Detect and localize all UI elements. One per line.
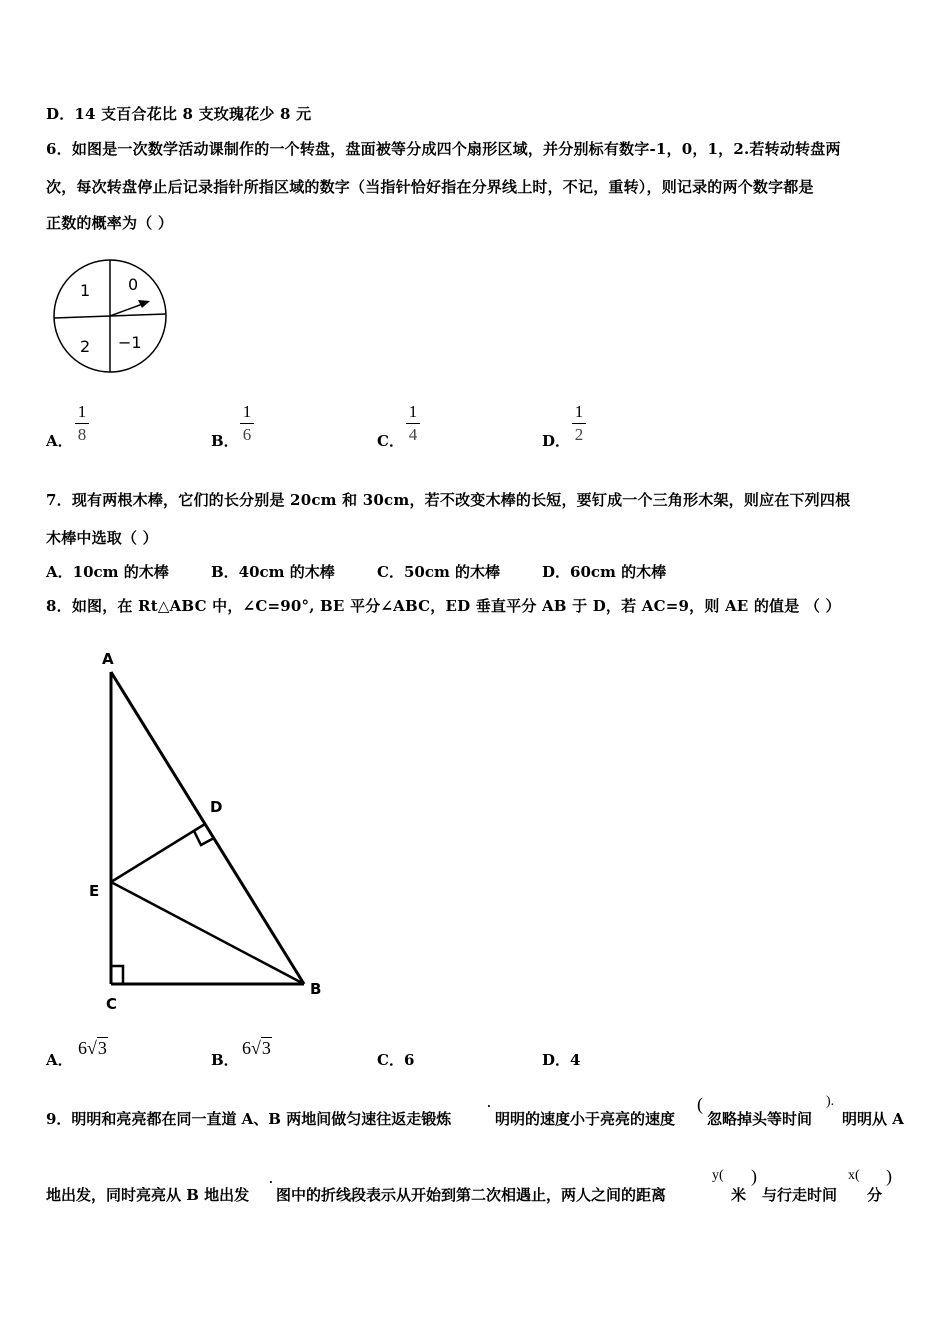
fraction-denominator: 2: [574, 425, 584, 444]
q6-option-c-fraction: [406, 403, 420, 444]
radical-icon: √: [87, 1038, 97, 1058]
fraction-numerator: 1: [408, 402, 418, 421]
sqrt-radicand: 3: [261, 1038, 271, 1058]
q8-option-d: D．4: [542, 1051, 581, 1069]
vertex-label-a: A: [102, 650, 114, 668]
q7-option-c: C．50cm 的木棒: [377, 563, 501, 581]
sqrt-radicand: 3: [97, 1038, 107, 1058]
q6-option-c-letter: C．: [377, 432, 404, 450]
vertex-label-c: C: [106, 995, 118, 1013]
q7-line-1: 7．现有两根木棒，它们的长分别是 20cm 和 30cm，若不改变木棒的长短，要钉成一个三角形木架，则应在下列四根: [46, 491, 851, 509]
fraction-bar: [406, 423, 420, 424]
vertex-label-e: E: [89, 882, 100, 900]
fraction-denominator: 4: [408, 425, 418, 444]
q9-x-symbol: x(: [848, 1168, 860, 1183]
triangle-figure: [80, 640, 340, 1020]
q8-option-c: C．6: [377, 1051, 415, 1069]
q6-option-b-letter: B．: [211, 432, 239, 450]
radical-icon: √: [251, 1038, 261, 1058]
segment-ed: [111, 824, 205, 882]
spinner-label-0: 0: [128, 275, 139, 294]
q6-line-2: 次，每次转盘停止后记录指针所指区域的数字（当指针恰好指在分界线上时，不记，重转），则记录的两个数字都是: [46, 178, 814, 196]
q9-y-unit: 米: [731, 1186, 747, 1204]
spinner-figure: [48, 254, 172, 378]
q9-x-close: ): [886, 1166, 892, 1186]
q8-option-a-value: [78, 1038, 108, 1059]
q9-dot-2: ·: [269, 1176, 273, 1189]
fraction-bar: [240, 423, 254, 424]
q8-option-b-value: [242, 1038, 272, 1059]
spinner-label-neg1: −1: [118, 333, 142, 352]
q6-option-d-letter: D．: [542, 432, 571, 450]
q9-y-close: ): [751, 1166, 757, 1186]
sqrt-coefficient: 6: [242, 1038, 251, 1058]
q9-line-2-part-c: 与行走时间: [762, 1186, 838, 1204]
spinner-label-1: 1: [80, 281, 91, 300]
q8-option-a-letter: A．: [46, 1051, 73, 1069]
arrow-head-icon: [138, 300, 150, 308]
q9-dot-1: ·: [487, 1100, 491, 1113]
vertex-label-b: B: [310, 980, 322, 998]
side-ab: [111, 672, 304, 984]
q9-paren-close: ).: [826, 1094, 835, 1109]
q7-option-b: B．40cm 的木棒: [211, 563, 335, 581]
q5-option-d: D．14 支百合花比 8 支玫瑰花少 8 元: [46, 105, 312, 123]
q9-y-symbol: y(: [712, 1168, 724, 1183]
q9-line-2-part-a: 地出发，同时亮亮从 B 地出发: [46, 1186, 250, 1204]
q7-line-2: 木棒中选取（ ）: [46, 529, 158, 547]
q9-paren-open: (: [697, 1094, 703, 1114]
fraction-bar: [572, 423, 586, 424]
q6-line-1: 6．如图是一次数学活动课制作的一个转盘，盘面被等分成四个扇形区域，并分别标有数字-1，0，1，2.若转动转盘两: [46, 140, 841, 158]
fraction-numerator: 1: [574, 402, 584, 421]
right-angle-mark-c: [111, 966, 123, 984]
fraction-denominator: 8: [77, 425, 87, 444]
q7-option-a: A．10cm 的木棒: [46, 563, 169, 581]
segment-eb: [111, 882, 304, 984]
q9-line-1-part-d: 明明从 A: [842, 1110, 904, 1128]
q9-line-1-part-c: 忽略掉头等时间: [707, 1110, 813, 1128]
q6-option-d-fraction: [572, 403, 586, 444]
fraction-denominator: 6: [242, 425, 252, 444]
q8-option-b-letter: B．: [211, 1051, 239, 1069]
q9-line-1-part-b: 明明的速度小于亮亮的速度: [495, 1110, 676, 1128]
q9-line-1-part-a: 9．明明和亮亮都在同一直道 A、B 两地间做匀速往返走锻炼: [46, 1110, 452, 1128]
q7-option-d: D．60cm 的木棒: [542, 563, 667, 581]
q6-line-3: 正数的概率为（ ）: [46, 214, 174, 232]
spinner-label-2: 2: [80, 337, 91, 356]
vertex-label-d: D: [210, 798, 223, 816]
q6-option-b-fraction: [240, 403, 254, 444]
q6-option-a-letter: A．: [46, 432, 73, 450]
fraction-numerator: 1: [242, 402, 252, 421]
sqrt-coefficient: 6: [78, 1038, 87, 1058]
fraction-numerator: 1: [77, 402, 87, 421]
q9-x-unit: 分: [867, 1186, 883, 1204]
q6-option-a-fraction: [75, 403, 89, 444]
fraction-bar: [75, 423, 89, 424]
q9-line-2-part-b: 图中的折线段表示从开始到第二次相遇止，两人之间的距离: [276, 1186, 667, 1204]
q8-line-1: 8．如图，在 Rt△ABC 中，∠C=90°, BE 平分∠ABC，ED 垂直平分 AB 于 D，若 AC=9，则 AE 的值是 （ ）: [46, 597, 841, 615]
